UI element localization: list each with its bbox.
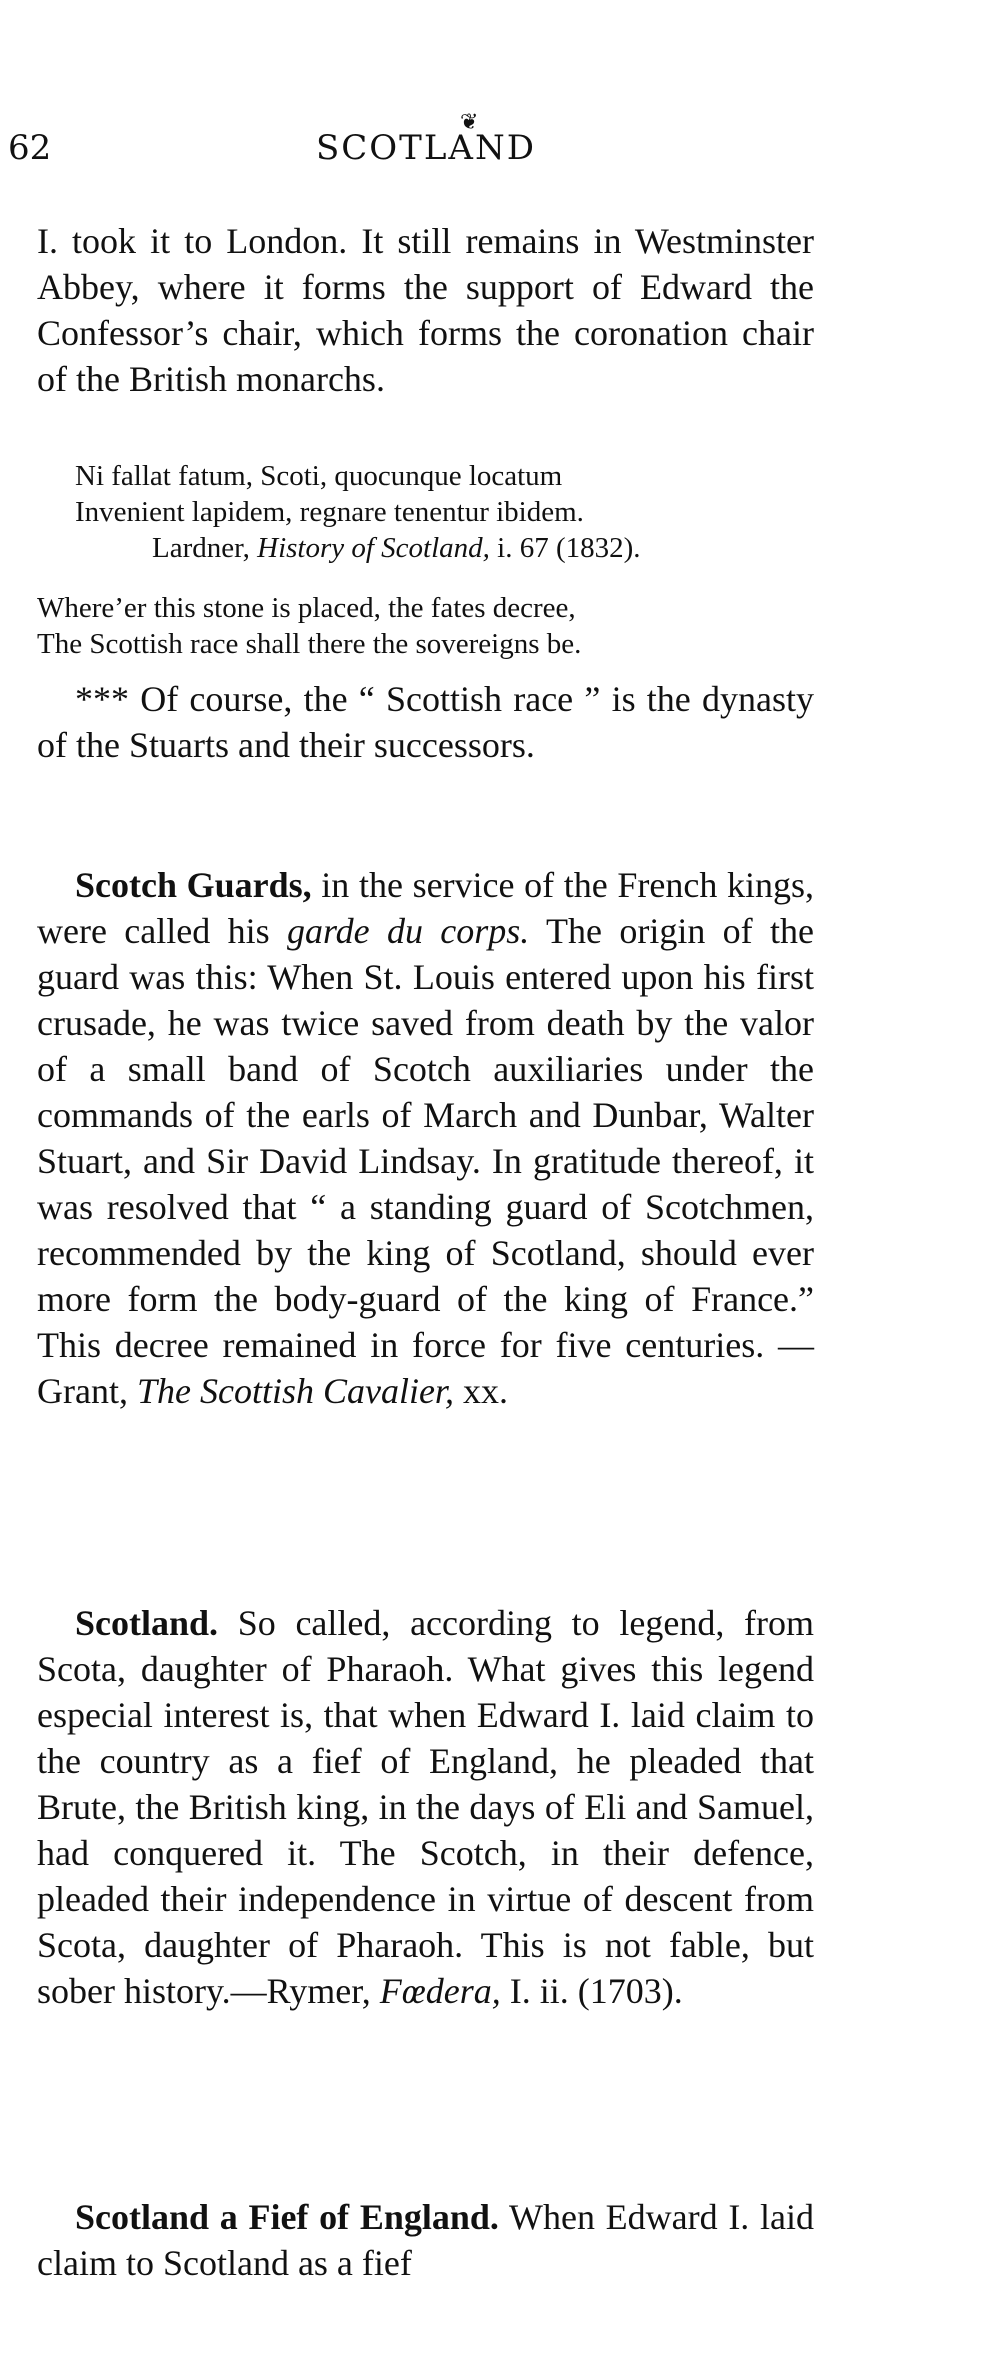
latin-quote-line-1: Ni fallat fatum, Scoti, quocunque locatum bbox=[75, 460, 563, 492]
entry-text: in the service of the French kings, were called his bbox=[37, 865, 814, 951]
entry-scotland bbox=[37, 1600, 814, 2014]
entry-text: xx. bbox=[453, 1371, 508, 1411]
citation-title: History of Scotland, bbox=[257, 532, 490, 564]
quote-citation bbox=[152, 530, 892, 566]
citation-author: Lardner, bbox=[152, 532, 258, 564]
latin-quote-line-2: Invenient lapidem, regnare tenentur ibidem. bbox=[75, 496, 584, 528]
entry-italic: garde du corps. bbox=[286, 911, 530, 951]
translation-line-2: The Scottish race shall there the sovereigns be. bbox=[37, 628, 582, 660]
translation-line-1: Where’er this stone is placed, the fates decree, bbox=[37, 592, 576, 624]
entry-headword: Scotch Guards, bbox=[75, 865, 312, 905]
entry-italic: Fœdera, bbox=[379, 1971, 501, 2011]
citation-ref: i. 67 (1832). bbox=[489, 532, 641, 564]
page-number: 62 bbox=[8, 128, 52, 168]
entry-text: When Edward I. laid claim to Scotland as a fief bbox=[37, 2197, 815, 2283]
ornament-icon: ❦ bbox=[460, 110, 479, 135]
continued-paragraph: I. took it to London. It still remains in Westminster Abbey, where it forms the support of Edward the Confessor’s chair, which forms the coronation chair of the British monarchs. bbox=[37, 221, 814, 399]
entry-text: The origin of the guard was this: When St. Louis entered upon his first crusade, he was twice saved from death by the valor of a small band of Scotch auxiliaries under the commands of the earls of March and Dunbar, Walter Stuart, and Sir David Lindsay. In gratitude thereof, it was resolved that “ a standing guard of Scotchmen, recommended by the king of Scotland, should ever more form the body-guard of the king of France.” This decree remained in force for five centuries. —Grant, bbox=[37, 911, 814, 1411]
entry-text: So called, according to legend, from Scota, daughter of Pharaoh. What gives this legend especial interest is, that when Edward I. laid claim to the country as a fief of England, he pleaded that Brute, the British king, in the days of Eli and Samuel, had conquered it. The Scotch, in their defence, pleaded their independence in virtue of descent from Scota, daughter of Pharaoh. This is not fable, but sober history.—Rymer, bbox=[37, 1603, 814, 2011]
entry-text: I. ii. (1703). bbox=[500, 1971, 683, 2011]
entry-italic: The Scottish Cavalier, bbox=[136, 1371, 454, 1411]
entry-scotch-guards bbox=[37, 862, 814, 1414]
note-paragraph: *** Of course, the “ Scottish race ” is the dynasty of the Stuarts and their successors. bbox=[37, 679, 814, 765]
entry-scotland-fief bbox=[37, 2194, 814, 2286]
page-header bbox=[8, 110, 808, 178]
entry-headword: Scotland. bbox=[75, 1603, 219, 1643]
entry-headword: Scotland a Fief of England. bbox=[75, 2197, 499, 2237]
running-head: SCOTLAND bbox=[316, 128, 536, 168]
